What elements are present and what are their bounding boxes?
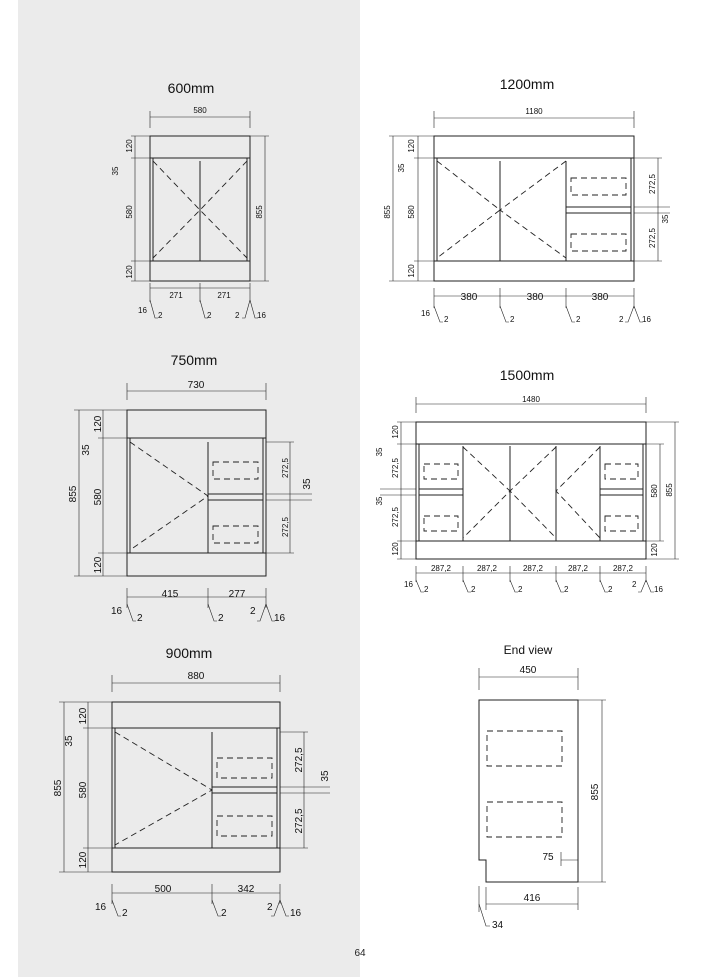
dim-1500-g2b: 2 xyxy=(471,585,476,594)
dim-900-bay1: 500 xyxy=(154,884,172,895)
dim-1200-g2d: 2 xyxy=(619,315,624,324)
dim-1200-bay1: 380 xyxy=(460,292,478,303)
dim-1500-bay5: 287,2 xyxy=(612,564,634,573)
title-750mm: 750mm xyxy=(170,352,218,368)
dim-1200-bay3: 380 xyxy=(591,292,609,303)
dim-1200-g16a: 16 xyxy=(421,309,430,318)
dim-1200-drawer2: 272,5 xyxy=(648,227,657,249)
dim-900-drawer2: 272,5 xyxy=(294,808,305,834)
dim-1500-g2f: 2 xyxy=(632,580,637,589)
dim-1500-g16b: 16 xyxy=(654,585,663,594)
dim-1200-height: 855 xyxy=(383,205,392,219)
dim-750-drawergap: 35 xyxy=(302,478,313,490)
dim-1500-g2a: 2 xyxy=(424,585,429,594)
title-600mm: 600mm xyxy=(167,80,215,96)
dim-1500-kick: 120 xyxy=(391,542,400,556)
dim-1500-width: 1480 xyxy=(522,395,540,404)
dim-end-base: 416 xyxy=(523,893,541,904)
dim-600-bay2: 271 xyxy=(217,291,231,300)
dim-900-bay2: 342 xyxy=(237,884,255,895)
dim-1500-bay3: 287,2 xyxy=(522,564,544,573)
dim-750-drawer2: 272,5 xyxy=(281,516,290,538)
dim-900-drawer1: 272,5 xyxy=(294,747,305,773)
dim-1200-g2a: 2 xyxy=(444,315,449,324)
dim-1200-kick: 120 xyxy=(407,264,416,278)
dim-750-kick: 120 xyxy=(93,556,104,574)
dim-900-g2a: 2 xyxy=(122,908,128,919)
dim-600-kick: 120 xyxy=(125,265,134,279)
dim-600-recess: 35 xyxy=(111,166,120,176)
dim-1500-height: 855 xyxy=(665,483,674,497)
cabinet-1500 xyxy=(416,422,646,559)
dim-600-g2c: 2 xyxy=(235,311,240,320)
dim-600-bay1: 271 xyxy=(169,291,183,300)
dim-750-g2a: 2 xyxy=(137,613,143,624)
dim-750-g16b: 16 xyxy=(274,613,286,624)
drawing-750mm xyxy=(68,352,313,624)
dim-1200-width: 1180 xyxy=(525,107,543,116)
dim-900-top: 120 xyxy=(78,707,89,725)
dim-750-width: 730 xyxy=(187,380,205,391)
title-1500mm: 1500mm xyxy=(499,367,555,383)
dim-end-height: 855 xyxy=(590,783,601,801)
dim-1500-g2d: 2 xyxy=(564,585,569,594)
title-1200mm: 1200mm xyxy=(499,76,555,92)
dim-750-g2b: 2 xyxy=(218,613,224,624)
dim-900-height: 855 xyxy=(53,779,64,797)
dim-600-height: 855 xyxy=(255,205,264,219)
end-view-profile xyxy=(479,700,578,882)
dim-750-door: 580 xyxy=(93,488,104,506)
dim-end-setback: 34 xyxy=(492,920,504,931)
dim-1500-drawer2: 272,5 xyxy=(391,506,400,528)
dim-750-bay1: 415 xyxy=(161,589,179,600)
dim-750-drawer1: 272,5 xyxy=(281,457,290,479)
dim-750-recess: 35 xyxy=(81,444,92,456)
dim-600-top: 120 xyxy=(125,139,134,153)
dim-1200-g2b: 2 xyxy=(510,315,515,324)
dim-750-g16a: 16 xyxy=(111,606,123,617)
dim-600-door: 580 xyxy=(125,205,134,219)
dim-600-g16a: 16 xyxy=(138,306,147,315)
dim-600-g2b: 2 xyxy=(207,311,212,320)
dim-1500-bay2: 287,2 xyxy=(476,564,498,573)
drawing-end-view xyxy=(479,643,606,931)
dim-600-width: 580 xyxy=(193,106,207,115)
drawing-900mm xyxy=(53,645,331,919)
dim-750-top: 120 xyxy=(93,415,104,433)
dim-1200-drawer1: 272,5 xyxy=(648,173,657,195)
dim-1200-door: 580 xyxy=(407,205,416,219)
dim-1200-g16b: 16 xyxy=(642,315,651,324)
dim-900-door: 580 xyxy=(78,781,89,799)
dim-600-g16b: 16 xyxy=(257,311,266,320)
dim-750-bay2: 277 xyxy=(228,589,246,600)
title-end-view: End view xyxy=(503,643,553,657)
dim-1500-door: 580 xyxy=(650,484,659,498)
cabinet-750 xyxy=(127,410,266,576)
dim-900-g2c: 2 xyxy=(267,902,273,913)
dim-1500-top: 120 xyxy=(391,425,400,439)
page-number: 64 xyxy=(354,948,366,959)
dim-1200-bay2: 380 xyxy=(526,292,544,303)
dim-1500-recess2: 35 xyxy=(375,496,384,506)
drawing-1500mm xyxy=(375,367,679,594)
dim-1500-g2c: 2 xyxy=(518,585,523,594)
dim-end-width: 450 xyxy=(519,665,537,676)
dim-600-g2a: 2 xyxy=(158,311,163,320)
dim-900-width: 880 xyxy=(187,671,205,682)
dim-1200-g2c: 2 xyxy=(576,315,581,324)
dim-1500-drawer1: 272,5 xyxy=(391,457,400,479)
title-900mm: 900mm xyxy=(165,645,213,661)
dim-750-g2c: 2 xyxy=(250,606,256,617)
dim-1500-g2e: 2 xyxy=(608,585,613,594)
dim-900-g2b: 2 xyxy=(221,908,227,919)
dim-900-drawergap: 35 xyxy=(320,770,331,782)
dim-1500-kick-right: 120 xyxy=(650,543,659,557)
dim-900-recess: 35 xyxy=(64,735,75,747)
dim-1200-drawergap: 35 xyxy=(661,214,670,224)
dim-1200-top: 120 xyxy=(407,139,416,153)
drawing-1200mm xyxy=(383,76,670,324)
dim-1200-recess: 35 xyxy=(397,163,406,173)
dim-750-height: 855 xyxy=(68,485,79,503)
dim-end-toe: 75 xyxy=(542,852,554,863)
dim-900-g16a: 16 xyxy=(95,902,107,913)
dim-900-g16b: 16 xyxy=(290,908,302,919)
dim-1500-recess1: 35 xyxy=(375,447,384,457)
dim-1500-g16a: 16 xyxy=(404,580,413,589)
drawing-600mm xyxy=(111,80,269,320)
dim-900-kick: 120 xyxy=(78,851,89,869)
dim-1500-bay1: 287,2 xyxy=(430,564,452,573)
dim-1500-bay4: 287,2 xyxy=(567,564,589,573)
